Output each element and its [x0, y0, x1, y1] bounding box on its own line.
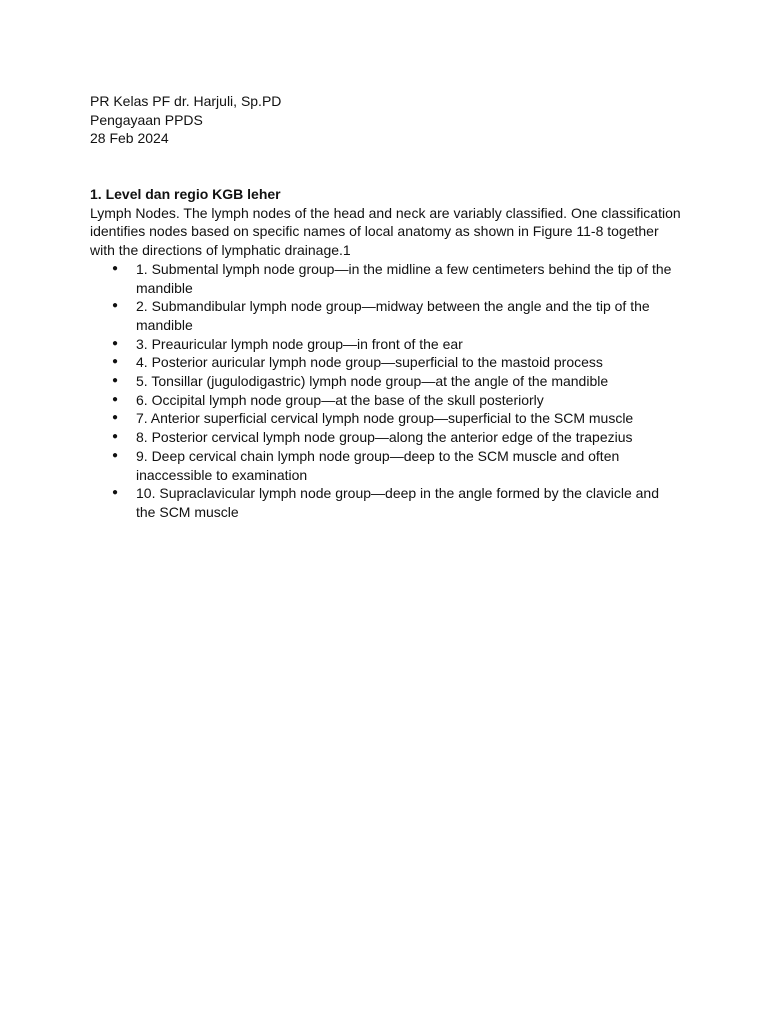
list-item [90, 335, 682, 354]
list-item-text: 1. Submental lymph node group—in the midline a few centimeters behind the tip of the mandible [136, 260, 672, 296]
header-program-line: Pengayaan PPDS [90, 111, 203, 128]
list-item-text: 3. Preauricular lymph node group—in front of the ear [136, 335, 463, 352]
list-item-text: 7. Anterior superficial cervical lymph node group—superficial to the SCM muscle [136, 410, 634, 427]
section-title: 1. Level dan regio KGB leher [90, 186, 281, 202]
bullet-icon: ● [112, 262, 119, 274]
list-item-text: 8. Posterior cervical lymph node group—along the anterior edge of the trapezius [136, 429, 633, 446]
bullet-icon: ● [112, 431, 119, 443]
list-item-text: 5. Tonsillar (jugulodigastric) lymph node group—at the angle of the mandible [136, 373, 609, 390]
list-item [90, 447, 682, 484]
bullet-icon: ● [112, 449, 119, 461]
list-item [90, 391, 682, 410]
bullet-icon: ● [112, 393, 119, 405]
bullet-icon: ● [112, 375, 119, 387]
bullet-icon: ● [112, 412, 119, 424]
list-item [90, 372, 682, 391]
list-item [90, 297, 682, 334]
list-item-text: 4. Posterior auricular lymph node group—superficial to the mastoid process [136, 354, 603, 371]
document-header [90, 92, 690, 148]
lymph-node-section [90, 185, 690, 522]
bullet-icon: ● [112, 300, 119, 312]
list-item [90, 260, 682, 297]
list-item-text: 10. Supraclavicular lymph node group—deep in the angle formed by the clavicle and the SCM muscle [136, 485, 659, 520]
bullet-icon: ● [112, 337, 119, 349]
list-item-text: 6. Occipital lymph node group—at the base of the skull posteriorly [136, 391, 544, 408]
section-intro: Lymph Nodes. The lymph nodes of the head and neck are variably classified. One classification identifies nodes based on specific names of local anatomy as shown in Figure 11-8 together with the directions of lymphatic drainage.1 [90, 204, 681, 259]
bullet-icon: ● [112, 487, 119, 499]
list-item [90, 353, 682, 372]
list-item-text: 2. Submandibular lymph node group—midway between the angle and the tip of the mandible [136, 298, 650, 333]
list-item [90, 409, 682, 428]
header-date-line: 28 Feb 2024 [90, 130, 169, 147]
lymph-node-list [90, 260, 690, 522]
bullet-icon: ● [112, 356, 119, 368]
list-item [90, 428, 682, 447]
header-class-line: PR Kelas PF dr. Harjuli, Sp.PD [90, 93, 282, 109]
list-item [90, 484, 682, 521]
list-item-text: 9. Deep cervical chain lymph node group—deep to the SCM muscle and often inaccessible to examination [136, 447, 620, 483]
